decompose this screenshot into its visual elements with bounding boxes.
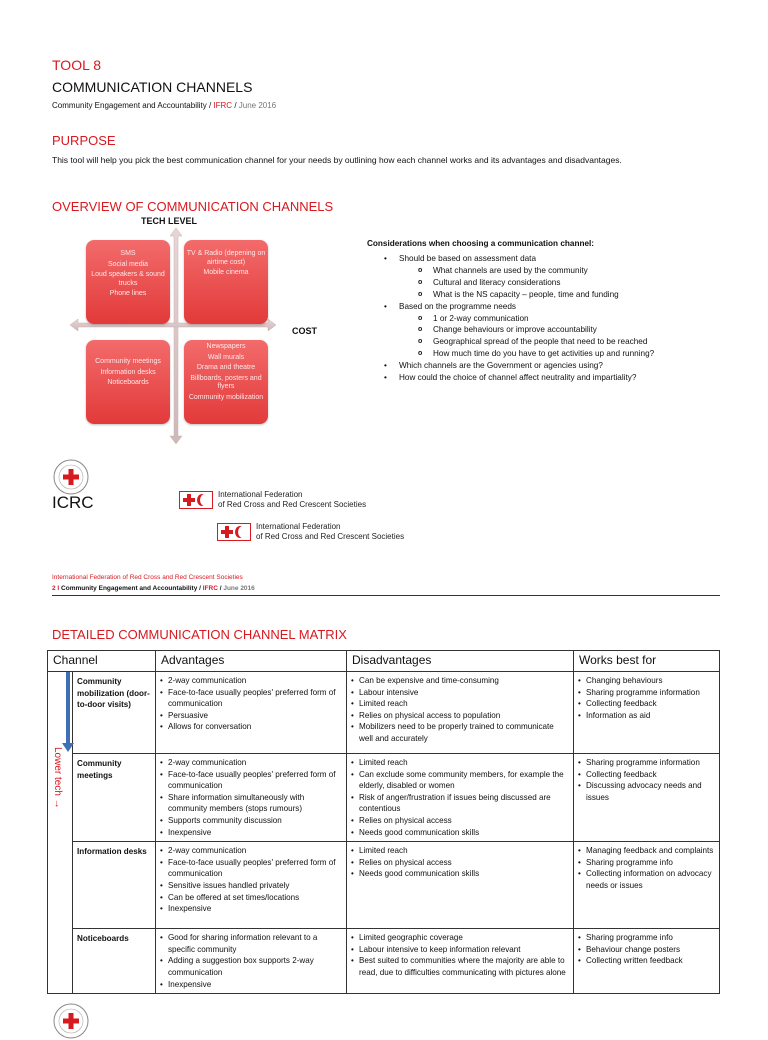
- footer-org-name: International Federation of Red Cross and Red Crescent Societies: [52, 574, 243, 581]
- list-item: • Limited geographic coverage: [351, 932, 569, 944]
- quadrant-high-tech-low-cost: [86, 240, 170, 324]
- footer-running-head: [52, 585, 255, 592]
- list-item: • Face-to-face usually peoples' preferred form of communication: [160, 687, 342, 710]
- advantages-list: [160, 932, 342, 990]
- advantages-list: [160, 845, 342, 915]
- list-item: • Persuasive: [160, 710, 342, 722]
- table-row: [48, 672, 720, 754]
- disadvantages-cell: [347, 929, 574, 994]
- best-for-list: [578, 932, 715, 967]
- column-header-disadvantages: Disadvantages: [347, 651, 574, 672]
- best-for-cell: [574, 754, 720, 842]
- quadrant-item: SMS: [120, 250, 136, 257]
- channel-cell: Community meetings: [73, 754, 156, 842]
- considerations-title: Considerations when choosing a communication channel:: [367, 239, 595, 248]
- consideration-item: • How could the choice of channel affect neutrality and impartiality?: [367, 372, 667, 384]
- footer-divider: [52, 595, 720, 596]
- footer-section: Community Engagement and Accountability /: [61, 585, 203, 592]
- disadvantages-list: [351, 675, 569, 745]
- ifrc-cross-crescent-icon: [179, 491, 213, 509]
- ifrc-name-line1: International Federation: [256, 522, 341, 531]
- disadvantages-list: [351, 845, 569, 880]
- channel-cell: Information desks: [73, 842, 156, 929]
- list-item: • Limited reach: [351, 845, 569, 857]
- table-row: [48, 929, 720, 994]
- quadrant-item: Billboards, posters and flyers: [190, 374, 262, 390]
- consideration-subitem: o What channels are used by the community: [367, 265, 667, 277]
- column-header-channel: Channel: [48, 651, 156, 672]
- quadrant-low-tech-high-cost: [184, 340, 268, 424]
- channel-cell: Noticeboards: [73, 929, 156, 994]
- tool-number: TOOL 8: [52, 57, 102, 73]
- disadvantages-list: [351, 757, 569, 838]
- list-item: • Changing behaviours: [578, 675, 715, 687]
- best-for-list: [578, 845, 715, 891]
- consideration-item: • Based on the programme needs: [367, 301, 667, 313]
- quadrant-item: Phone lines: [109, 290, 147, 297]
- ifrc-logo-secondary: [217, 522, 404, 542]
- advantages-cell: [156, 842, 347, 929]
- column-header-works-best-for: Works best for: [574, 651, 720, 672]
- icrc-emblem-icon: [52, 458, 90, 496]
- list-item: • Sensitive issues handled privately: [160, 880, 342, 892]
- footer-date: June 2016: [223, 585, 255, 592]
- list-item: • Sharing programme info: [578, 857, 715, 869]
- list-item: • Face-to-face usually peoples' preferred form of communication: [160, 769, 342, 792]
- matrix-heading: DETAILED COMMUNICATION CHANNEL MATRIX: [52, 627, 347, 642]
- list-item: • Relies on physical access to population: [351, 710, 569, 722]
- advantages-cell: [156, 754, 347, 842]
- quadrant-low-tech-low-cost: [86, 340, 170, 424]
- ifrc-cross-crescent-icon: [217, 523, 251, 541]
- list-item: • Good for sharing information relevant to a specific community: [160, 932, 342, 955]
- channel-cell: Community mobilization (door-to-door visits): [73, 672, 156, 754]
- disadvantages-cell: [347, 672, 574, 754]
- list-item: • Collecting feedback: [578, 769, 715, 781]
- best-for-cell: [574, 929, 720, 994]
- column-header-advantages: Advantages: [156, 651, 347, 672]
- list-item: • Managing feedback and complaints: [578, 845, 715, 857]
- disadvantages-cell: [347, 842, 574, 929]
- quadrant-item: Drama and theatre: [196, 364, 256, 371]
- quadrant-item: Newspapers: [206, 343, 246, 350]
- quadrant-item: TV & Radio (depening on airtime cost): [186, 250, 266, 266]
- list-item: • Adding a suggestion box supports 2-way communication: [160, 955, 342, 978]
- purpose-text: This tool will help you pick the best communication channel for your needs by outlining how each channel works and its advantages and disadvantages.: [52, 155, 622, 165]
- list-item: • Labour intensive: [351, 687, 569, 699]
- x-axis-label: COST: [292, 326, 318, 336]
- list-item: • Collecting feedback: [578, 698, 715, 710]
- list-item: • Needs good communication skills: [351, 868, 569, 880]
- consideration-subitem: o Change behaviours or improve accountability: [367, 324, 667, 336]
- list-item: • Inexpensive: [160, 979, 342, 991]
- quadrant-item: Community mobilization: [188, 393, 264, 401]
- quadrant-item: Community meetings: [95, 358, 161, 365]
- ifrc-name-line2: of Red Cross and Red Crescent Societies: [256, 532, 405, 541]
- list-item: • Needs good communication skills: [351, 827, 569, 839]
- lower-tech-arrow-icon: [66, 672, 70, 746]
- list-item: • Can be offered at set times/locations: [160, 892, 342, 904]
- ifrc-name-line1: International Federation: [218, 490, 303, 499]
- list-item: • Can be expensive and time-consuming: [351, 675, 569, 687]
- advantages-cell: [156, 929, 347, 994]
- list-item: • Collecting written feedback: [578, 955, 715, 967]
- quadrant-item: Noticeboards: [107, 379, 149, 386]
- list-item: • Supports community discussion: [160, 815, 342, 827]
- quadrant-item: Wall murals: [207, 353, 245, 361]
- list-item: • Mobilizers need to be properly trained to communicate well and accurately: [351, 721, 569, 744]
- quadrant-high-tech-high-cost: [184, 240, 268, 324]
- list-item: • Relies on physical access: [351, 815, 569, 827]
- y-axis-label: TECH LEVEL: [141, 216, 198, 226]
- list-item: • Sharing programme information: [578, 687, 715, 699]
- best-for-cell: [574, 842, 720, 929]
- list-item: • 2-way communication: [160, 757, 342, 769]
- breadcrumb-date: June 2016: [238, 101, 277, 110]
- advantages-cell: [156, 672, 347, 754]
- best-for-cell: [574, 672, 720, 754]
- consideration-item: • Should be based on assessment data: [367, 253, 667, 265]
- table-row: [48, 842, 720, 929]
- list-item: • Behaviour change posters: [578, 944, 715, 956]
- overview-heading: OVERVIEW OF COMMUNICATION CHANNELS: [52, 199, 334, 214]
- quadrant-item: Social media: [107, 260, 149, 268]
- advantages-list: [160, 675, 342, 733]
- list-item: • Information as aid: [578, 710, 715, 722]
- table-body: [48, 672, 720, 994]
- page-title: COMMUNICATION CHANNELS: [52, 79, 253, 95]
- footer-separator: /: [217, 585, 224, 592]
- disadvantages-list: [351, 932, 569, 978]
- list-item: • Limited reach: [351, 757, 569, 769]
- list-item: • Share information simultaneously with community members (stops rumours): [160, 792, 342, 815]
- consideration-item: • Which channels are the Government or agencies using?: [367, 360, 667, 372]
- list-item: • Risk of anger/frustration if issues being discussed are contentious: [351, 792, 569, 815]
- footer-page-number: 2 I: [52, 585, 62, 592]
- breadcrumb-separator: /: [232, 101, 239, 110]
- purpose-heading: PURPOSE: [52, 133, 116, 148]
- disadvantages-cell: [347, 754, 574, 842]
- consideration-subitem: o 1 or 2-way communication: [367, 313, 667, 325]
- consideration-subitem: o Cultural and literacy considerations: [367, 277, 667, 289]
- list-item: • Can exclude some community members, for example the elderly, disabled or women: [351, 769, 569, 792]
- consideration-subitem: o What is the NS capacity – people, time and funding: [367, 289, 667, 301]
- list-item: • Inexpensive: [160, 903, 342, 915]
- breadcrumb-section: Community Engagement and Accountability /: [52, 101, 214, 110]
- lower-tech-label: [50, 745, 68, 845]
- breadcrumb: [52, 101, 276, 110]
- list-item: • 2-way communication: [160, 675, 342, 687]
- list-item: • Sharing programme information: [578, 757, 715, 769]
- advantages-list: [160, 757, 342, 838]
- list-item: • 2-way communication: [160, 845, 342, 857]
- footer-org: IFRC: [202, 585, 218, 592]
- consideration-subitem: o Geographical spread of the people that need to be reached: [367, 336, 667, 348]
- list-item: • Sharing programme info: [578, 932, 715, 944]
- channel-matrix-table: [47, 650, 720, 994]
- breadcrumb-org: IFRC: [213, 101, 233, 110]
- consideration-subitem: o How much time do you have to get activities up and running?: [367, 348, 667, 360]
- ifrc-logo: [179, 490, 366, 510]
- list-item: • Inexpensive: [160, 827, 342, 839]
- considerations-list: [367, 253, 667, 384]
- list-item: • Discussing advocacy needs and issues: [578, 780, 715, 803]
- list-item: • Limited reach: [351, 698, 569, 710]
- best-for-list: [578, 757, 715, 803]
- table-header-row: [48, 651, 720, 672]
- best-for-list: [578, 675, 715, 721]
- ifrc-name-line2: of Red Cross and Red Crescent Societies: [218, 500, 367, 509]
- channel-quadrant-diagram: [70, 214, 340, 444]
- list-item: • Relies on physical access: [351, 857, 569, 869]
- table-row: [48, 754, 720, 842]
- icrc-emblem-icon: [52, 1002, 90, 1040]
- list-item: • Collecting information on advocacy needs or issues: [578, 868, 715, 891]
- quadrant-item: Mobile cinema: [203, 269, 249, 276]
- list-item: • Labour intensive to keep information relevant: [351, 944, 569, 956]
- list-item: • Allows for conversation: [160, 721, 342, 733]
- quadrant-item: Information desks: [100, 368, 156, 376]
- quadrant-item: Loud speakers & sound trucks: [91, 271, 165, 287]
- list-item: • Face-to-face usually peoples' preferred form of communication: [160, 857, 342, 880]
- list-item: • Best suited to communities where the majority are able to read, due to difficulties communicating with pictures alone: [351, 955, 569, 978]
- lower-tech-text: Lower tech →: [52, 747, 63, 809]
- icrc-logo-text: ICRC: [52, 493, 94, 512]
